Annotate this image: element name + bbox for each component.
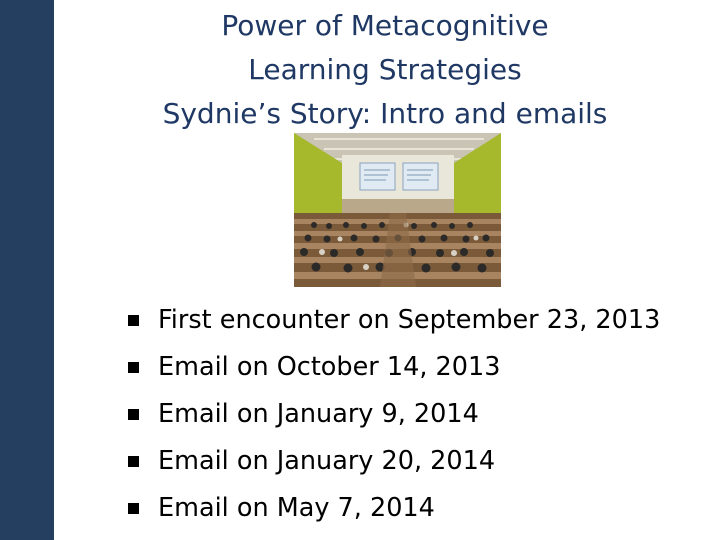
bullet-text: Email on January 9, 2014 bbox=[158, 399, 479, 429]
list-item bbox=[128, 344, 660, 391]
list-item bbox=[128, 485, 660, 532]
slide-title bbox=[80, 4, 690, 136]
left-sidebar-bar bbox=[0, 0, 54, 540]
square-bullet-icon bbox=[128, 362, 139, 373]
title-line-2: Learning Strategies bbox=[248, 53, 522, 86]
bullet-text: Email on January 20, 2014 bbox=[158, 446, 496, 476]
bullet-text: First encounter on September 23, 2013 bbox=[158, 305, 661, 335]
square-bullet-icon bbox=[128, 503, 139, 514]
list-item bbox=[128, 438, 660, 485]
list-item bbox=[128, 391, 660, 438]
bullet-text: Email on October 14, 2013 bbox=[158, 352, 501, 382]
square-bullet-icon bbox=[128, 409, 139, 420]
square-bullet-icon bbox=[128, 315, 139, 326]
list-item bbox=[128, 297, 660, 344]
bullet-list bbox=[128, 297, 660, 532]
title-line-1: Power of Metacognitive bbox=[221, 9, 549, 42]
square-bullet-icon bbox=[128, 456, 139, 467]
title-line-3: Sydnie’s Story: Intro and emails bbox=[162, 97, 608, 130]
lecture-hall-photo bbox=[294, 133, 501, 287]
bullet-text: Email on May 7, 2014 bbox=[158, 493, 435, 523]
